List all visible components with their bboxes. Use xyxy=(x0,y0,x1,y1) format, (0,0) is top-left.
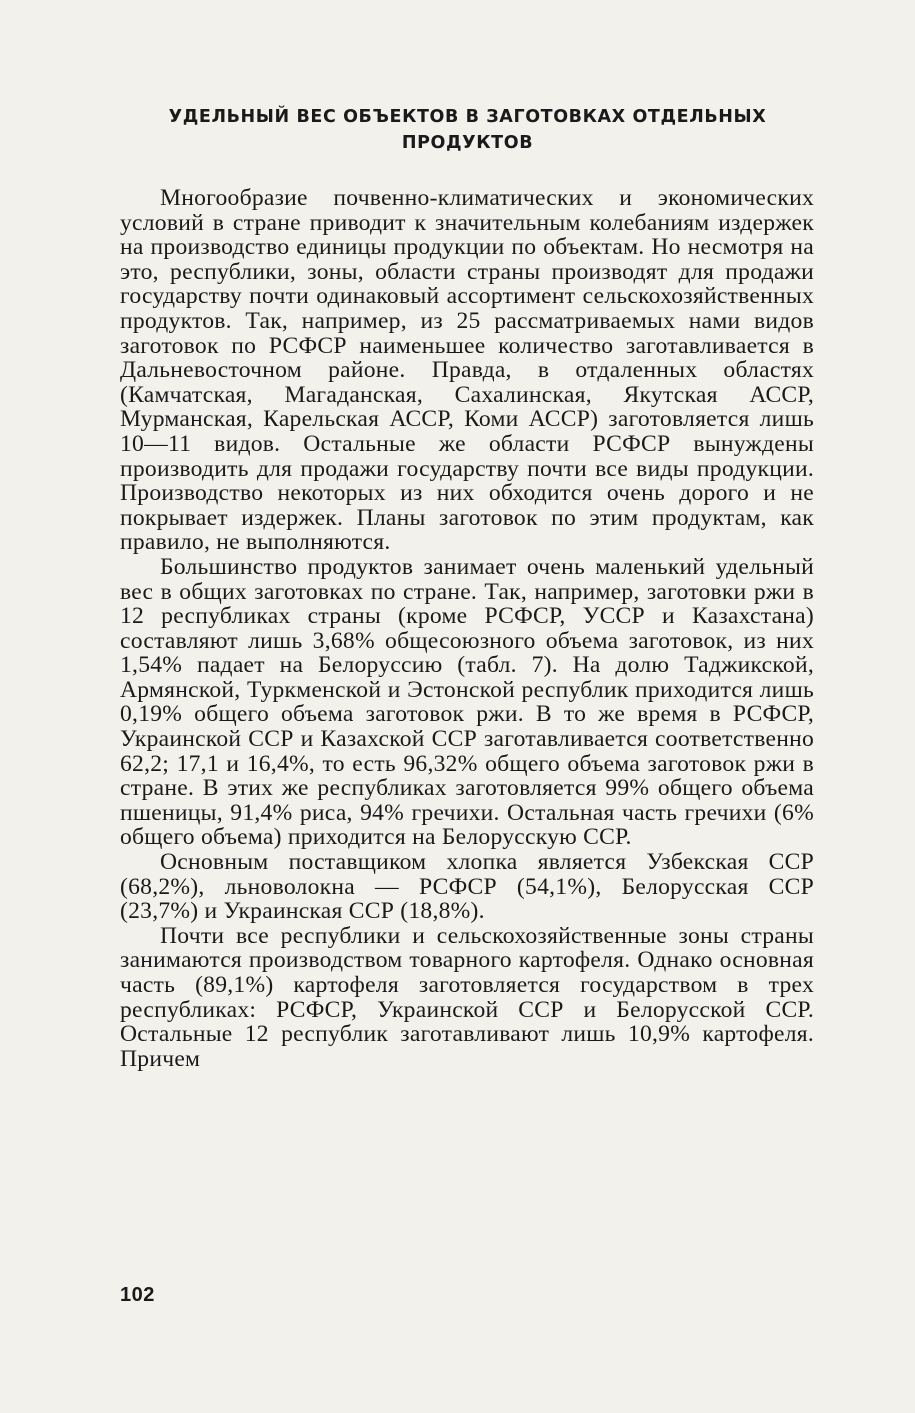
heading-line-1: УДЕЛЬНЫЙ ВЕС ОБЪЕКТОВ В ЗАГОТОВКАХ ОТДЕЛЬНЫХ xyxy=(168,107,767,127)
paragraph: Основным поставщиком хлопка является Узбекская ССР (68,2%), льноволокна — РСФСР (54,1%), Белорусская ССР (23,7%) и Украинская ССР (18,8%). xyxy=(120,849,814,925)
heading-line-2: ПРОДУКТОВ xyxy=(401,133,534,153)
page-number: 102 xyxy=(120,1284,155,1306)
section-heading xyxy=(120,104,815,156)
body-text xyxy=(120,186,814,1071)
paragraph: Почти все республики и сельскохозяйственные зоны страны занимаются производством товарного картофеля. Однако основная часть (89,1%) картофеля заготовляется государством в трех республиках: РСФСР, Украинской ССР и Белорусской ССР. Остальные 12 республик заготавливают лишь 10,9% картофеля. Причем xyxy=(120,922,814,1072)
paragraph: Многообразие почвенно-климатических и экономических условий в стране приводит к значительным колебаниям издержек на производство единицы продукции по объектам. Но несмотря на это, республики, зоны, области страны производят для продажи государству почти одинаковый ассортимент сельскохозяйственных продуктов. Так, например, из 25 рассматриваемых нами видов заготовок по РСФСР наименьшее количество заготавливается в Дальневосточном районе. Правда, в отдаленных областях (Камчатская, Магаданская, Сахалинская, Якутская АССР, Мурманская, Карельская АССР, Коми АССР) заготовляется лишь 10—11 видов. Остальные же области РСФСР вынуждены производить для продажи государству почти все виды продукции. Производство некоторых из них обходится очень дорого и не покрывает издержек. Планы заготовок по этим продуктам, как правило, не выполняются. xyxy=(120,185,814,556)
paragraph: Большинство продуктов занимает очень маленький удельный вес в общих заготовках по стране. Так, например, заготовки ржи в 12 республиках страны (кроме РСФСР, УССР и Казахстана) составляют лишь 3,68% общесоюзного объема заготовок, из них 1,54% падает на Белоруссию (табл. 7). На долю Таджикской, Армянской, Туркменской и Эстонской республик приходится лишь 0,19% общего объема заготовок ржи. В то же время в РСФСР, Украинской ССР и Казахской ССР заготавливается соответственно 62,2; 17,1 и 16,4%, то есть 96,32% общего объема заготовок ржи в стране. В этих же республиках заготовляется 99% общего объема пшеницы, 91,4% риса, 94% гречихи. Остальная часть гречихи (6% общего объема) приходится на Белорусскую ССР. xyxy=(120,553,814,851)
